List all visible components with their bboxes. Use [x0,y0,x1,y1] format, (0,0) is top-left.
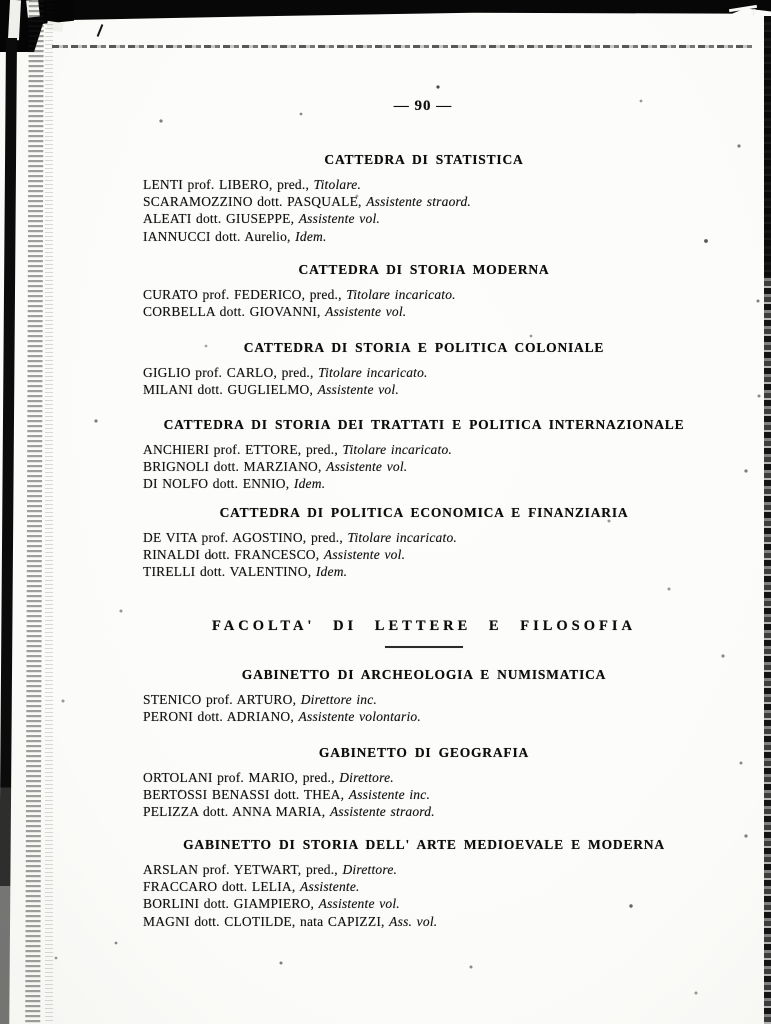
section-cattedra-di-statistica [143,152,705,245]
faculty-heading-block [143,618,705,648]
entry-text: MAGNI dott. CLOTILDE, nata CAPIZZI, [143,913,385,929]
entry-role: Titolare incaricato. [342,442,452,457]
entry-role: Assistente inc. [348,787,431,803]
staff-entry [143,475,705,492]
entry-role: Assistente vol. [325,304,407,320]
entry-role: Assistente vol. [298,211,380,227]
entry-text: DI NOLFO dott. ENNIO, [143,476,290,492]
staff-entry [143,708,705,725]
entry-text: FRACCARO dott. LELIA, [143,879,296,895]
entry-role: Direttore. [342,862,398,877]
entry-role: Titolare incaricato. [347,530,457,545]
staff-entry [143,861,705,878]
scan-binding-strip [0,38,17,1024]
entry-role: Assistente volontario. [298,709,421,725]
entry-text: SCARAMOZZINO dott. PASQUALE, [143,194,362,210]
staff-entry [143,303,705,320]
section-gabinetto-geografia [143,745,705,821]
entry-role: Idem. [295,228,327,244]
staff-entry [143,381,705,398]
staff-entry [143,529,705,546]
entry-text: STENICO prof. ARTURO, [143,692,297,707]
entry-text: CURATO prof. FEDERICO, pred., [143,287,342,302]
staff-entry [143,878,705,895]
entry-role: Idem. [315,564,348,580]
entry-text: RINALDI dott. FRANCESCO, [143,547,320,563]
entry-text: BRIGNOLI dott. MARZIANO, [143,459,322,475]
entry-text: DE VITA prof. AGOSTINO, pred., [143,530,343,545]
entry-role: Assistente vol. [318,896,400,912]
entry-role: Titolare incaricato. [346,287,456,302]
entry-text: BERTOSSI BENASSI dott. THEA, [143,787,345,803]
staff-entry [143,441,705,458]
entry-text: TIRELLI dott. VALENTINO, [143,564,312,580]
section-heading: CATTEDRA DI STATISTICA [324,152,524,167]
staff-entry [143,895,705,912]
scan-binding-noise [45,0,53,1024]
entry-role: Direttore inc. [300,692,378,707]
scan-ink-slash [97,24,104,37]
staff-entry [143,193,705,210]
section-cattedra-storia-politica-coloniale [143,340,705,398]
section-heading: CATTEDRA DI POLITICA ECONOMICA E FINANZIARIA [219,505,629,520]
entry-role: Assistente vol. [326,459,408,475]
staff-entry [143,769,705,786]
entry-text: ALEATI dott. GIUSEPPE, [143,211,295,227]
section-cattedra-politica-economica [143,505,705,581]
section-heading: GABINETTO DI ARCHEOLOGIA E NUMISMATICA [241,667,607,682]
staff-entry [143,913,705,930]
section-heading: GABINETTO DI STORIA DELL' ARTE MEDIOEVALE E MODERNA [183,837,665,852]
section-gabinetto-archeologia [143,667,705,725]
section-heading: CATTEDRA DI STORIA DEI TRATTATI E POLITICA INTERNAZIONALE [163,417,685,432]
scan-page-edge-line [52,45,753,48]
page-number: — 90 — [393,98,453,114]
section-cattedra-di-storia-moderna [143,262,705,320]
staff-entry [143,786,705,803]
staff-entry [143,458,705,475]
entry-role: Assistente vol. [323,547,406,563]
staff-entry [143,803,705,820]
section-cattedra-storia-trattati [143,417,705,493]
entry-text: PELIZZA dott. ANNA MARIA, [143,804,326,820]
entry-role: Idem. [293,476,326,492]
entry-role: Assistente vol. [317,382,399,398]
faculty-heading: FACOLTA' DI LETTERE E FILOSOFIA [212,618,636,634]
section-heading: CATTEDRA DI STORIA E POLITICA COLONIALE [243,340,605,355]
staff-entry [143,691,705,708]
entry-role: Titolare. [313,177,362,192]
entry-role: Direttore. [339,770,394,785]
staff-entry [143,286,705,303]
scan-right-edge-strip [764,16,771,276]
entry-role: Assistente straord. [329,804,435,820]
section-gabinetto-storia-arte [143,837,705,930]
section-heading: CATTEDRA DI STORIA MODERNA [298,262,550,277]
scan-speckles [0,0,2,2]
scan-top-white-tick [752,9,756,16]
staff-entry [143,364,705,381]
section-heading: GABINETTO DI GEOGRAFIA [318,745,530,760]
staff-entry [143,210,705,227]
entry-role: Assistente. [300,879,360,895]
entry-text: IANNUCCI dott. Aurelio, [143,228,291,244]
entry-text: ANCHIERI prof. ETTORE, pred., [143,442,338,457]
entry-text: CORBELLA dott. GIOVANNI, [143,304,321,320]
entry-text: PERONI dott. ADRIANO, [143,709,294,725]
staff-entry [143,546,705,563]
scan-top-edge-band [26,0,771,22]
entry-role: Ass. vol. [389,913,438,929]
scan-corner-highlight [8,0,21,40]
entry-role: Assistente straord. [366,194,472,210]
entry-text: ARSLAN prof. YETWART, pred., [143,862,338,877]
entry-text: GIGLIO prof. CARLO, pred., [143,365,314,380]
entry-text: BORLINI dott. GIAMPIERO, [143,896,315,912]
staff-entry [143,228,705,245]
scan-binding-noise [25,0,44,1024]
entry-text: MILANI dott. GUGLIELMO, [143,382,314,398]
staff-entry [143,176,705,193]
entry-text: ORTOLANI prof. MARIO, pred., [143,770,335,785]
entry-text: LENTI prof. LIBERO, pred., [143,177,310,192]
staff-entry [143,563,705,580]
faculty-divider [385,646,463,648]
entry-role: Titolare incaricato. [318,365,428,380]
